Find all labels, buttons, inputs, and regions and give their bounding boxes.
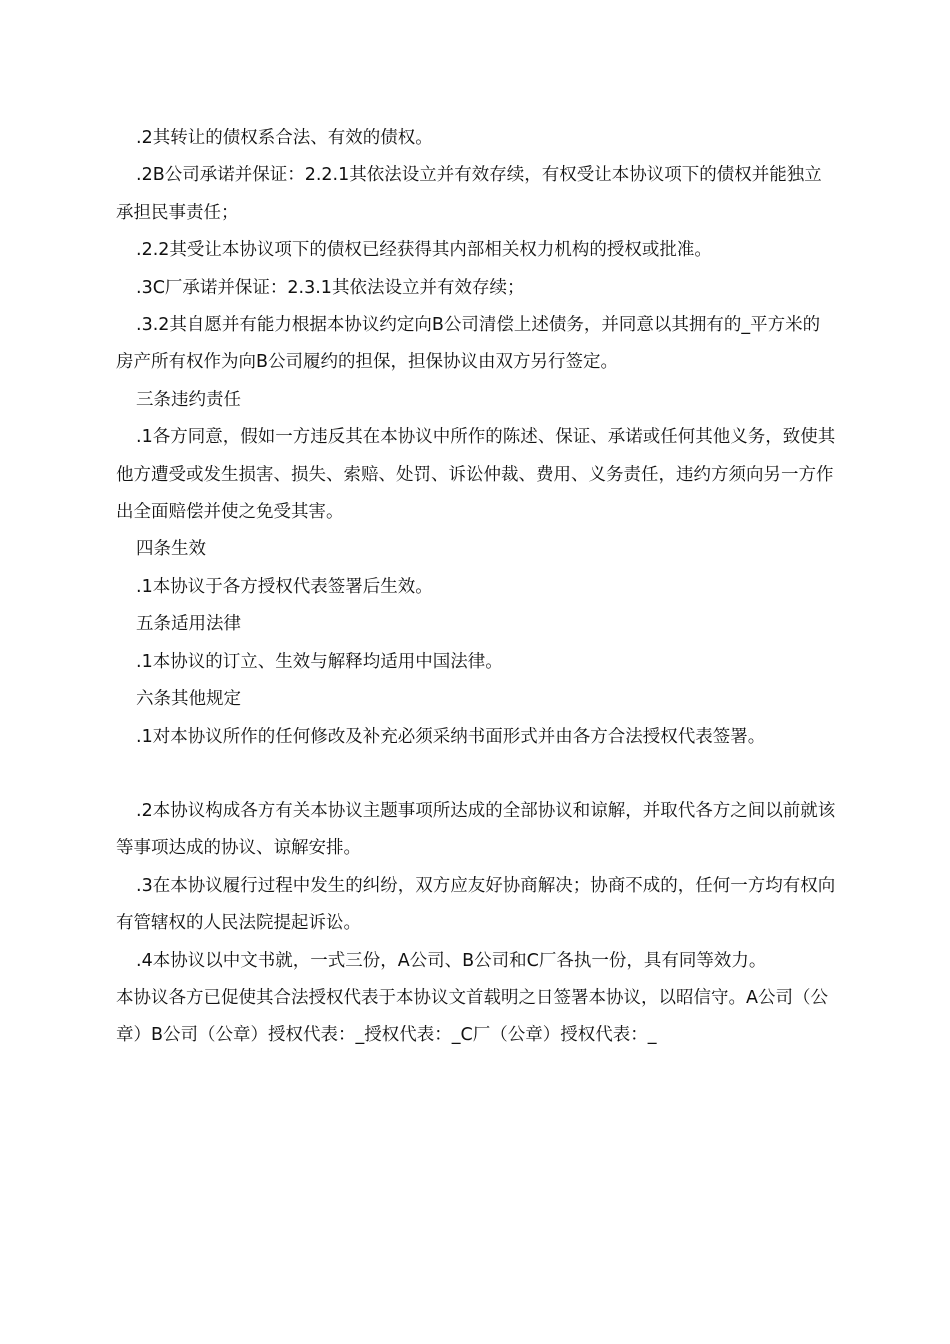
section-heading-governing-law: 五条适用法律 bbox=[136, 614, 241, 635]
paragraph-2-2-b-company-warranty: .2B公司承诺并保证：2.2.1其依法设立并有效存续，有权受让本协议项下的债权并能独立承担民事责任； bbox=[116, 165, 822, 223]
signature-block: 本协议各方已促使其合法授权代表于本协议文首载明之日签署本协议，以昭信守。A公司（公章）B公司（公章）授权代表：_授权代表：_C厂（公章）授权代表：_ bbox=[116, 987, 828, 1046]
paragraph-2-3-2-guarantee: .3.2其自愿并有能力根据本协议约定向B公司清偿上述债务，并同意以其拥有的_平方米的房产所有权作为向B公司履约的担保，担保协议由双方另行签定。 bbox=[116, 315, 821, 373]
paragraph-3-1-indemnity: .1各方同意，假如一方违反其在本协议中所作的陈述、保证、承诺或任何其他义务，致使其他方遭受或发生损害、损失、索赔、处罚、诉讼仲裁、费用、义务责任，违约方须向另一方作出全面赔偿并使之免受其害。 bbox=[116, 427, 836, 523]
paragraph-6-4-counterparts: .4本协议以中文书就，一式三份，A公司、B公司和C厂各执一份，具有同等效力。 bbox=[136, 950, 767, 971]
paragraph-6-1-amendments: .1对本协议所作的任何修改及补充必须采纳书面形式并由各方合法授权代表签署。 bbox=[136, 726, 766, 747]
paragraph-2-3-c-factory-warranty: .3C厂承诺并保证：2.3.1其依法设立并有效存续； bbox=[136, 277, 525, 298]
section-heading-effectiveness: 四条生效 bbox=[136, 539, 206, 560]
paragraph-6-3-disputes: .3在本协议履行过程中发生的纠纷，双方应友好协商解决；协商不成的，任何一方均有权向有管辖权的人民法院提起诉讼。 bbox=[116, 875, 836, 934]
section-heading-other-provisions: 六条其他规定 bbox=[136, 689, 241, 710]
paragraph-1-2-validity: .2其转让的债权系合法、有效的债权。 bbox=[136, 128, 433, 148]
paragraph-5-1-governing-law: .1本协议的订立、生效与解释均适用中国法律。 bbox=[136, 651, 503, 672]
paragraph-6-2-entire-agreement: .2本协议构成各方有关本协议主题事项所达成的全部协议和谅解，并取代各方之间以前就该等事项达成的协议、谅解安排。 bbox=[116, 800, 836, 859]
blank-line bbox=[116, 756, 836, 793]
section-heading-breach: 三条违约责任 bbox=[136, 389, 241, 410]
document-body bbox=[116, 120, 836, 1055]
paragraph-2-2-2-authorization: .2.2其受让本协议项下的债权已经获得其内部相关权力机构的授权或批准。 bbox=[136, 240, 712, 261]
paragraph-4-1-effective: .1本协议于各方授权代表签署后生效。 bbox=[136, 576, 433, 597]
